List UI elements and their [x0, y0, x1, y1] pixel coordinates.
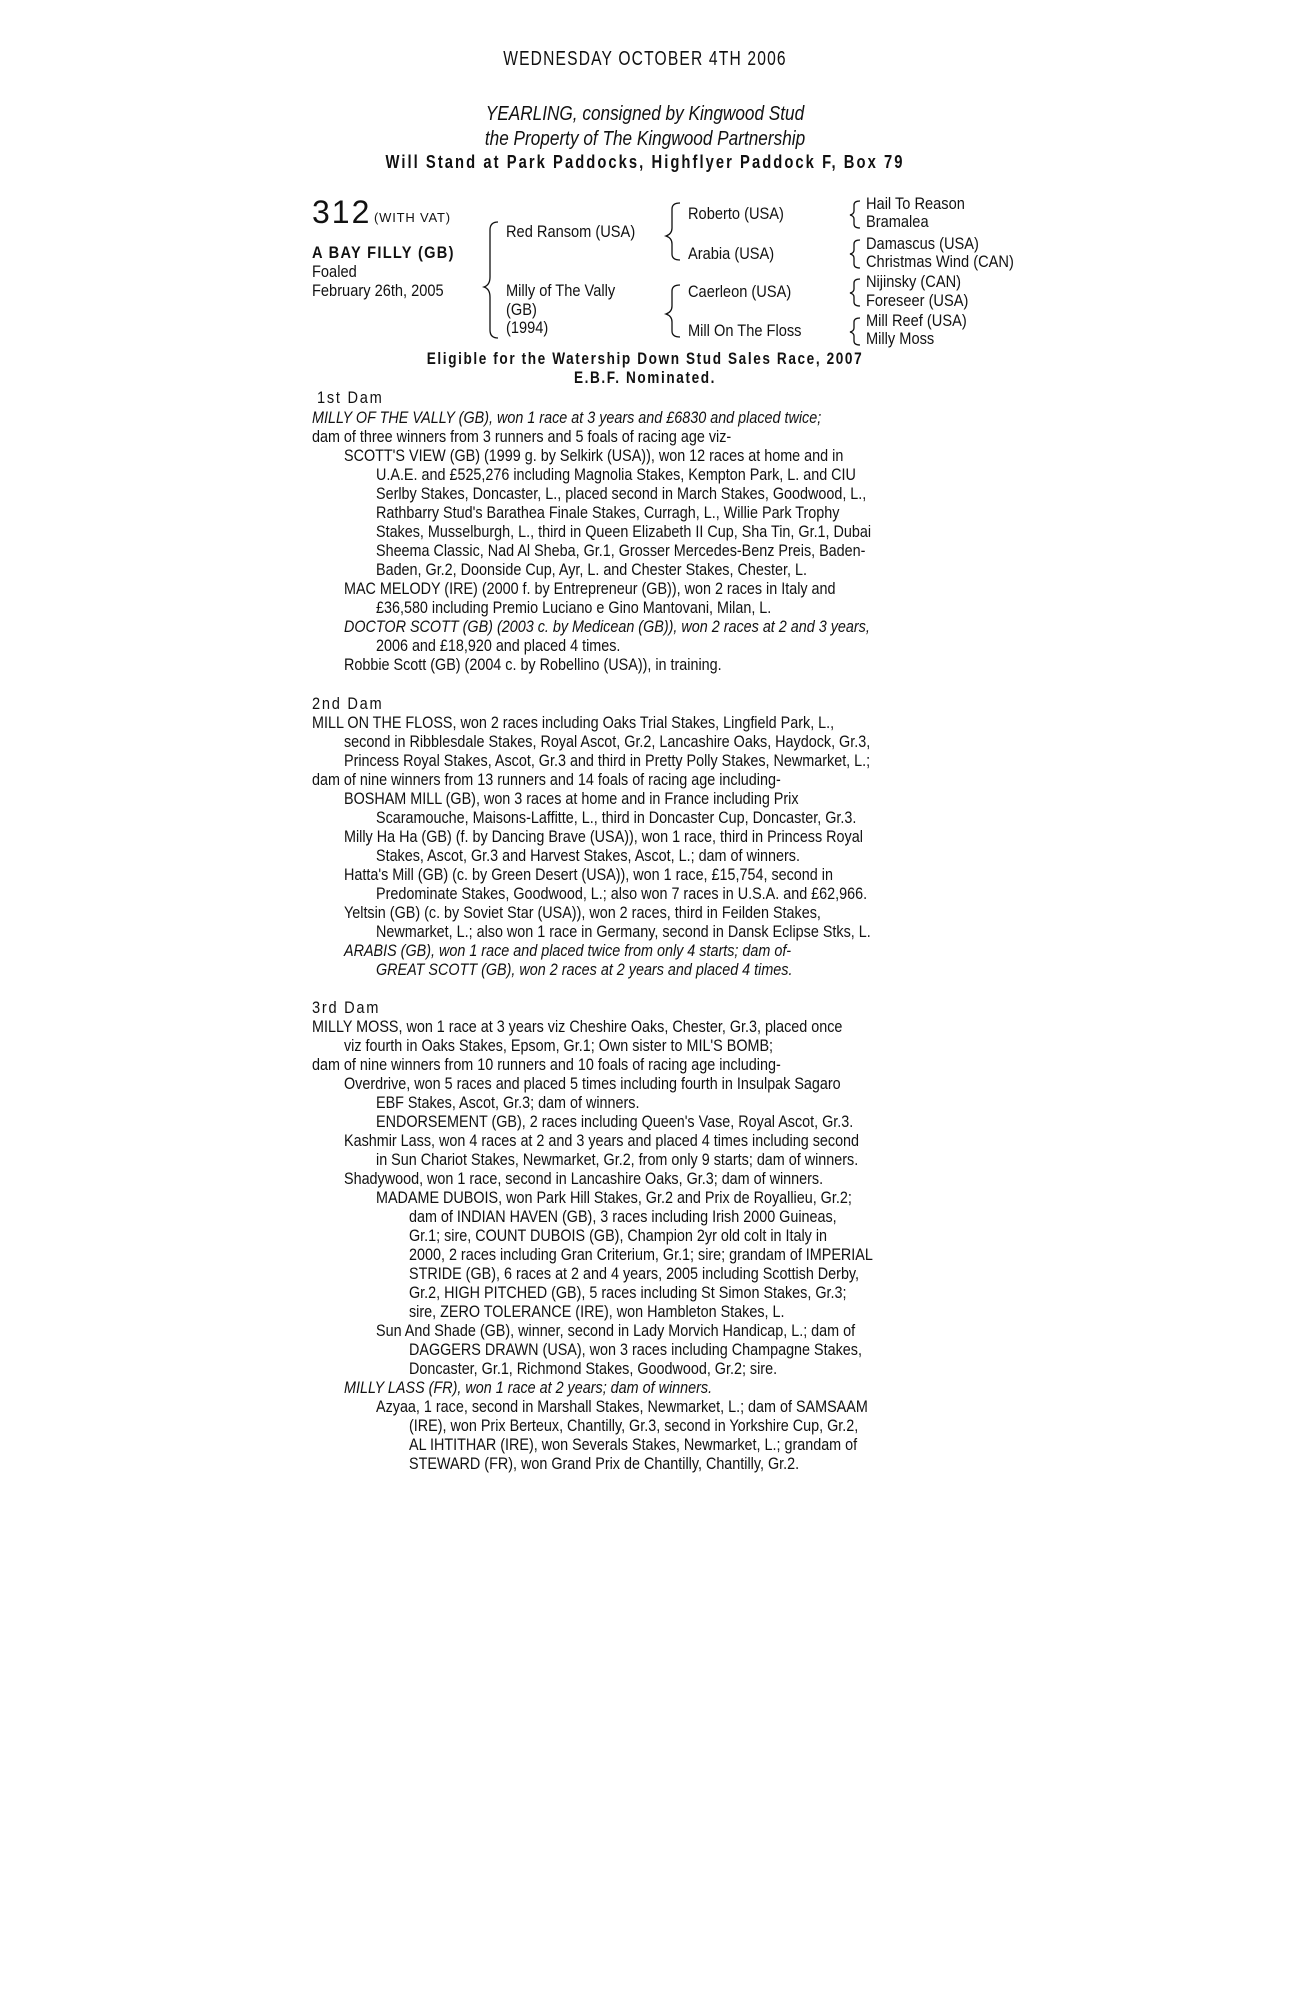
sale-date: WEDNESDAY OCTOBER 4TH 2006 — [503, 48, 787, 70]
granddam-1: Arabia (USA) — [688, 244, 775, 263]
grandsire-2: Caerleon (USA) — [688, 282, 792, 301]
first-dam-line: Baden, Gr.2, Doonside Cup, Ayr, L. and Chester Stakes, Chester, L. — [376, 560, 807, 579]
second-dam-line: Milly Ha Ha (GB) (f. by Dancing Brave (USA)), won 1 race, third in Princess Royal — [344, 827, 863, 846]
first-dam-line: Robbie Scott (GB) (2004 c. by Robellino (USA)), in training. — [344, 655, 722, 674]
third-dam-line: Azyaa, 1 race, second in Marshall Stakes, Newmarket, L.; dam of SAMSAAM — [376, 1397, 868, 1416]
third-dam-line: sire, ZERO TOLERANCE (IRE), won Hambleton Stakes, L. — [409, 1302, 785, 1321]
third-dam-line: Shadywood, won 1 race, second in Lancashire Oaks, Gr.3; dam of winners. — [344, 1169, 824, 1188]
great-grandparent-1: Hail To Reason — [866, 194, 965, 213]
third-dam-line: MADAME DUBOIS, won Park Hill Stakes, Gr.2 and Prix de Royallieu, Gr.2; — [376, 1188, 852, 1207]
foaled-label: Foaled — [312, 262, 357, 281]
great-grandparent-2: Bramalea — [866, 212, 929, 231]
grandsire-1: Roberto (USA) — [688, 204, 784, 223]
second-dam-line: MILL ON THE FLOSS, won 2 races including Oaks Trial Stakes, Lingfield Park, L., — [312, 713, 835, 732]
third-dam-line: DAGGERS DRAWN (USA), won 3 races including Champagne Stakes, — [409, 1340, 862, 1359]
granddam-2: Mill On The Floss — [688, 321, 802, 340]
pedigree-braces — [0, 0, 1290, 360]
third-dam-line: (IRE), won Prix Berteux, Chantilly, Gr.3, second in Yorkshire Cup, Gr.2, — [409, 1416, 859, 1435]
third-dam-line: AL IHTITHAR (IRE), won Severals Stakes, Newmarket, L.; grandam of — [409, 1435, 858, 1454]
second-dam-line: GREAT SCOTT (GB), won 2 races at 2 years and placed 4 times. — [376, 960, 793, 979]
third-dam-line: dam of INDIAN HAVEN (GB), 3 races including Irish 2000 Guineas, — [409, 1207, 837, 1226]
great-grandparent-4: Christmas Wind (CAN) — [866, 252, 1014, 271]
second-dam-line: BOSHAM MILL (GB), won 3 races at home and in France including Prix — [344, 789, 799, 808]
vat-note: (WITH VAT) — [374, 210, 451, 225]
third-dam-line: Sun And Shade (GB), winner, second in Lady Morvich Handicap, L.; dam of — [376, 1321, 856, 1340]
first-dam-line: Serlby Stakes, Doncaster, L., placed second in March Stakes, Goodwood, L., — [376, 484, 867, 503]
second-dam-line: second in Ribblesdale Stakes, Royal Ascot, Gr.2, Lancashire Oaks, Haydock, Gr.3, — [344, 732, 871, 751]
third-dam-line: Doncaster, Gr.1, Richmond Stakes, Goodwood, Gr.2; sire. — [409, 1359, 778, 1378]
second-dam-line: Scaramouche, Maisons-Laffitte, L., third in Doncaster Cup, Doncaster, Gr.3. — [376, 808, 857, 827]
third-dam-line: MILLY MOSS, won 1 race at 3 years viz Cheshire Oaks, Chester, Gr.3, placed once — [312, 1017, 843, 1036]
consignor-line: YEARLING, consigned by Kingwood Stud — [485, 103, 805, 125]
third-dam-heading: 3rd Dam — [312, 998, 381, 1017]
great-grandparent-3: Damascus (USA) — [866, 234, 979, 253]
first-dam-heading: 1st Dam — [317, 388, 384, 407]
first-dam-line: Rathbarry Stud's Barathea Finale Stakes, Curragh, L., Willie Park Trophy — [376, 503, 840, 522]
second-dam-line: Predominate Stakes, Goodwood, L.; also won 7 races in U.S.A. and £62,966. — [376, 884, 868, 903]
third-dam-line: Gr.1; sire, COUNT DUBOIS (GB), Champion 2yr old colt in Italy in — [409, 1226, 828, 1245]
third-dam-line: dam of nine winners from 10 runners and 10 foals of racing age including- — [312, 1055, 781, 1074]
third-dam-line: EBF Stakes, Ascot, Gr.3; dam of winners. — [376, 1093, 640, 1112]
first-dam-line: U.A.E. and £525,276 including Magnolia Stakes, Kempton Park, L. and CIU — [376, 465, 856, 484]
second-dam-line: Hatta's Mill (GB) (c. by Green Desert (USA)), won 1 race, £15,754, second in — [344, 865, 833, 884]
third-dam-line: in Sun Chariot Stakes, Newmarket, Gr.2, from only 9 starts; dam of winners. — [376, 1150, 859, 1169]
great-grandparent-7: Mill Reef (USA) — [866, 311, 967, 330]
second-dam-line: ARABIS (GB), won 1 race and placed twice from only 4 starts; dam of- — [344, 941, 792, 960]
second-dam-line: dam of nine winners from 13 runners and 14 foals of racing age including- — [312, 770, 781, 789]
first-dam-line: SCOTT'S VIEW (GB) (1999 g. by Selkirk (USA)), won 12 races at home and in — [344, 446, 844, 465]
first-dam-line: MAC MELODY (IRE) (2000 f. by Entrepreneur (GB)), won 2 races in Italy and — [344, 579, 836, 598]
first-dam-line: dam of three winners from 3 runners and 5 foals of racing age viz- — [312, 427, 732, 446]
third-dam-line: 2000, 2 races including Gran Criterium, Gr.1; sire; grandam of IMPERIAL — [409, 1245, 873, 1264]
third-dam-line: Overdrive, won 5 races and placed 5 times including fourth in Insulpak Sagaro — [344, 1074, 841, 1093]
second-dam-line: Princess Royal Stakes, Ascot, Gr.3 and third in Pretty Polly Stakes, Newmarket, L.; — [344, 751, 871, 770]
lot-number: 312 — [312, 194, 372, 230]
third-dam-line: STRIDE (GB), 6 races at 2 and 4 years, 2005 including Scottish Derby, — [409, 1264, 860, 1283]
great-grandparent-8: Milly Moss — [866, 329, 935, 348]
second-dam-heading: 2nd Dam — [312, 694, 384, 713]
third-dam-line: Gr.2, HIGH PITCHED (GB), 5 races including St Simon Stakes, Gr.3; — [409, 1283, 847, 1302]
property-line: the Property of The Kingwood Partnership — [484, 128, 806, 150]
eligibility-line-1: Eligible for the Watership Down Stud Sales Race, 2007 — [426, 349, 864, 368]
first-dam-line: MILLY OF THE VALLY (GB), won 1 race at 3 years and £6830 and placed twice; — [312, 408, 822, 427]
first-dam-line: £36,580 including Premio Luciano e Gino Mantovani, Milan, L. — [376, 598, 772, 617]
great-grandparent-6: Foreseer (USA) — [866, 291, 969, 310]
foaled-date: February 26th, 2005 — [312, 281, 444, 300]
sire-name: Red Ransom (USA) — [506, 222, 636, 241]
first-dam-line: Stakes, Musselburgh, L., third in Queen Elizabeth II Cup, Sha Tin, Gr.1, Dubai — [376, 522, 872, 541]
second-dam-line: Yeltsin (GB) (c. by Soviet Star (USA)), won 2 races, third in Feilden Stakes, — [344, 903, 821, 922]
third-dam-line: viz fourth in Oaks Stakes, Epsom, Gr.1; Own sister to MIL'S BOMB; — [344, 1036, 774, 1055]
great-grandparent-5: Nijinsky (CAN) — [866, 272, 962, 291]
third-dam-line: STEWARD (FR), won Grand Prix de Chantilly, Chantilly, Gr.2. — [409, 1454, 800, 1473]
dam-name-line3: (1994) — [506, 318, 549, 337]
first-dam-line: 2006 and £18,920 and placed 4 times. — [376, 636, 621, 655]
third-dam-line: ENDORSEMENT (GB), 2 races including Queen's Vase, Royal Ascot, Gr.3. — [376, 1112, 854, 1131]
second-dam-line: Stakes, Ascot, Gr.3 and Harvest Stakes, Ascot, L.; dam of winners. — [376, 846, 800, 865]
dam-name-line1: Milly of The Vally — [506, 281, 616, 300]
first-dam-line: DOCTOR SCOTT (GB) (2003 c. by Medicean (GB)), won 2 races at 2 and 3 years, — [344, 617, 870, 636]
second-dam-line: Newmarket, L.; also won 1 race in Germany, second in Dansk Eclipse Stks, L. — [376, 922, 871, 941]
first-dam-line: Sheema Classic, Nad Al Sheba, Gr.1, Grosser Mercedes-Benz Preis, Baden- — [376, 541, 866, 560]
horse-description: A BAY FILLY (GB) — [312, 243, 455, 262]
third-dam-line: Kashmir Lass, won 4 races at 2 and 3 years and placed 4 times including second — [344, 1131, 860, 1150]
dam-name-line2: (GB) — [506, 300, 537, 319]
third-dam-line: MILLY LASS (FR), won 1 race at 2 years; dam of winners. — [344, 1378, 713, 1397]
eligibility-line-2: E.B.F. Nominated. — [573, 368, 717, 387]
stand-location: Will Stand at Park Paddocks, Highflyer Paddock F, Box 79 — [385, 152, 905, 172]
